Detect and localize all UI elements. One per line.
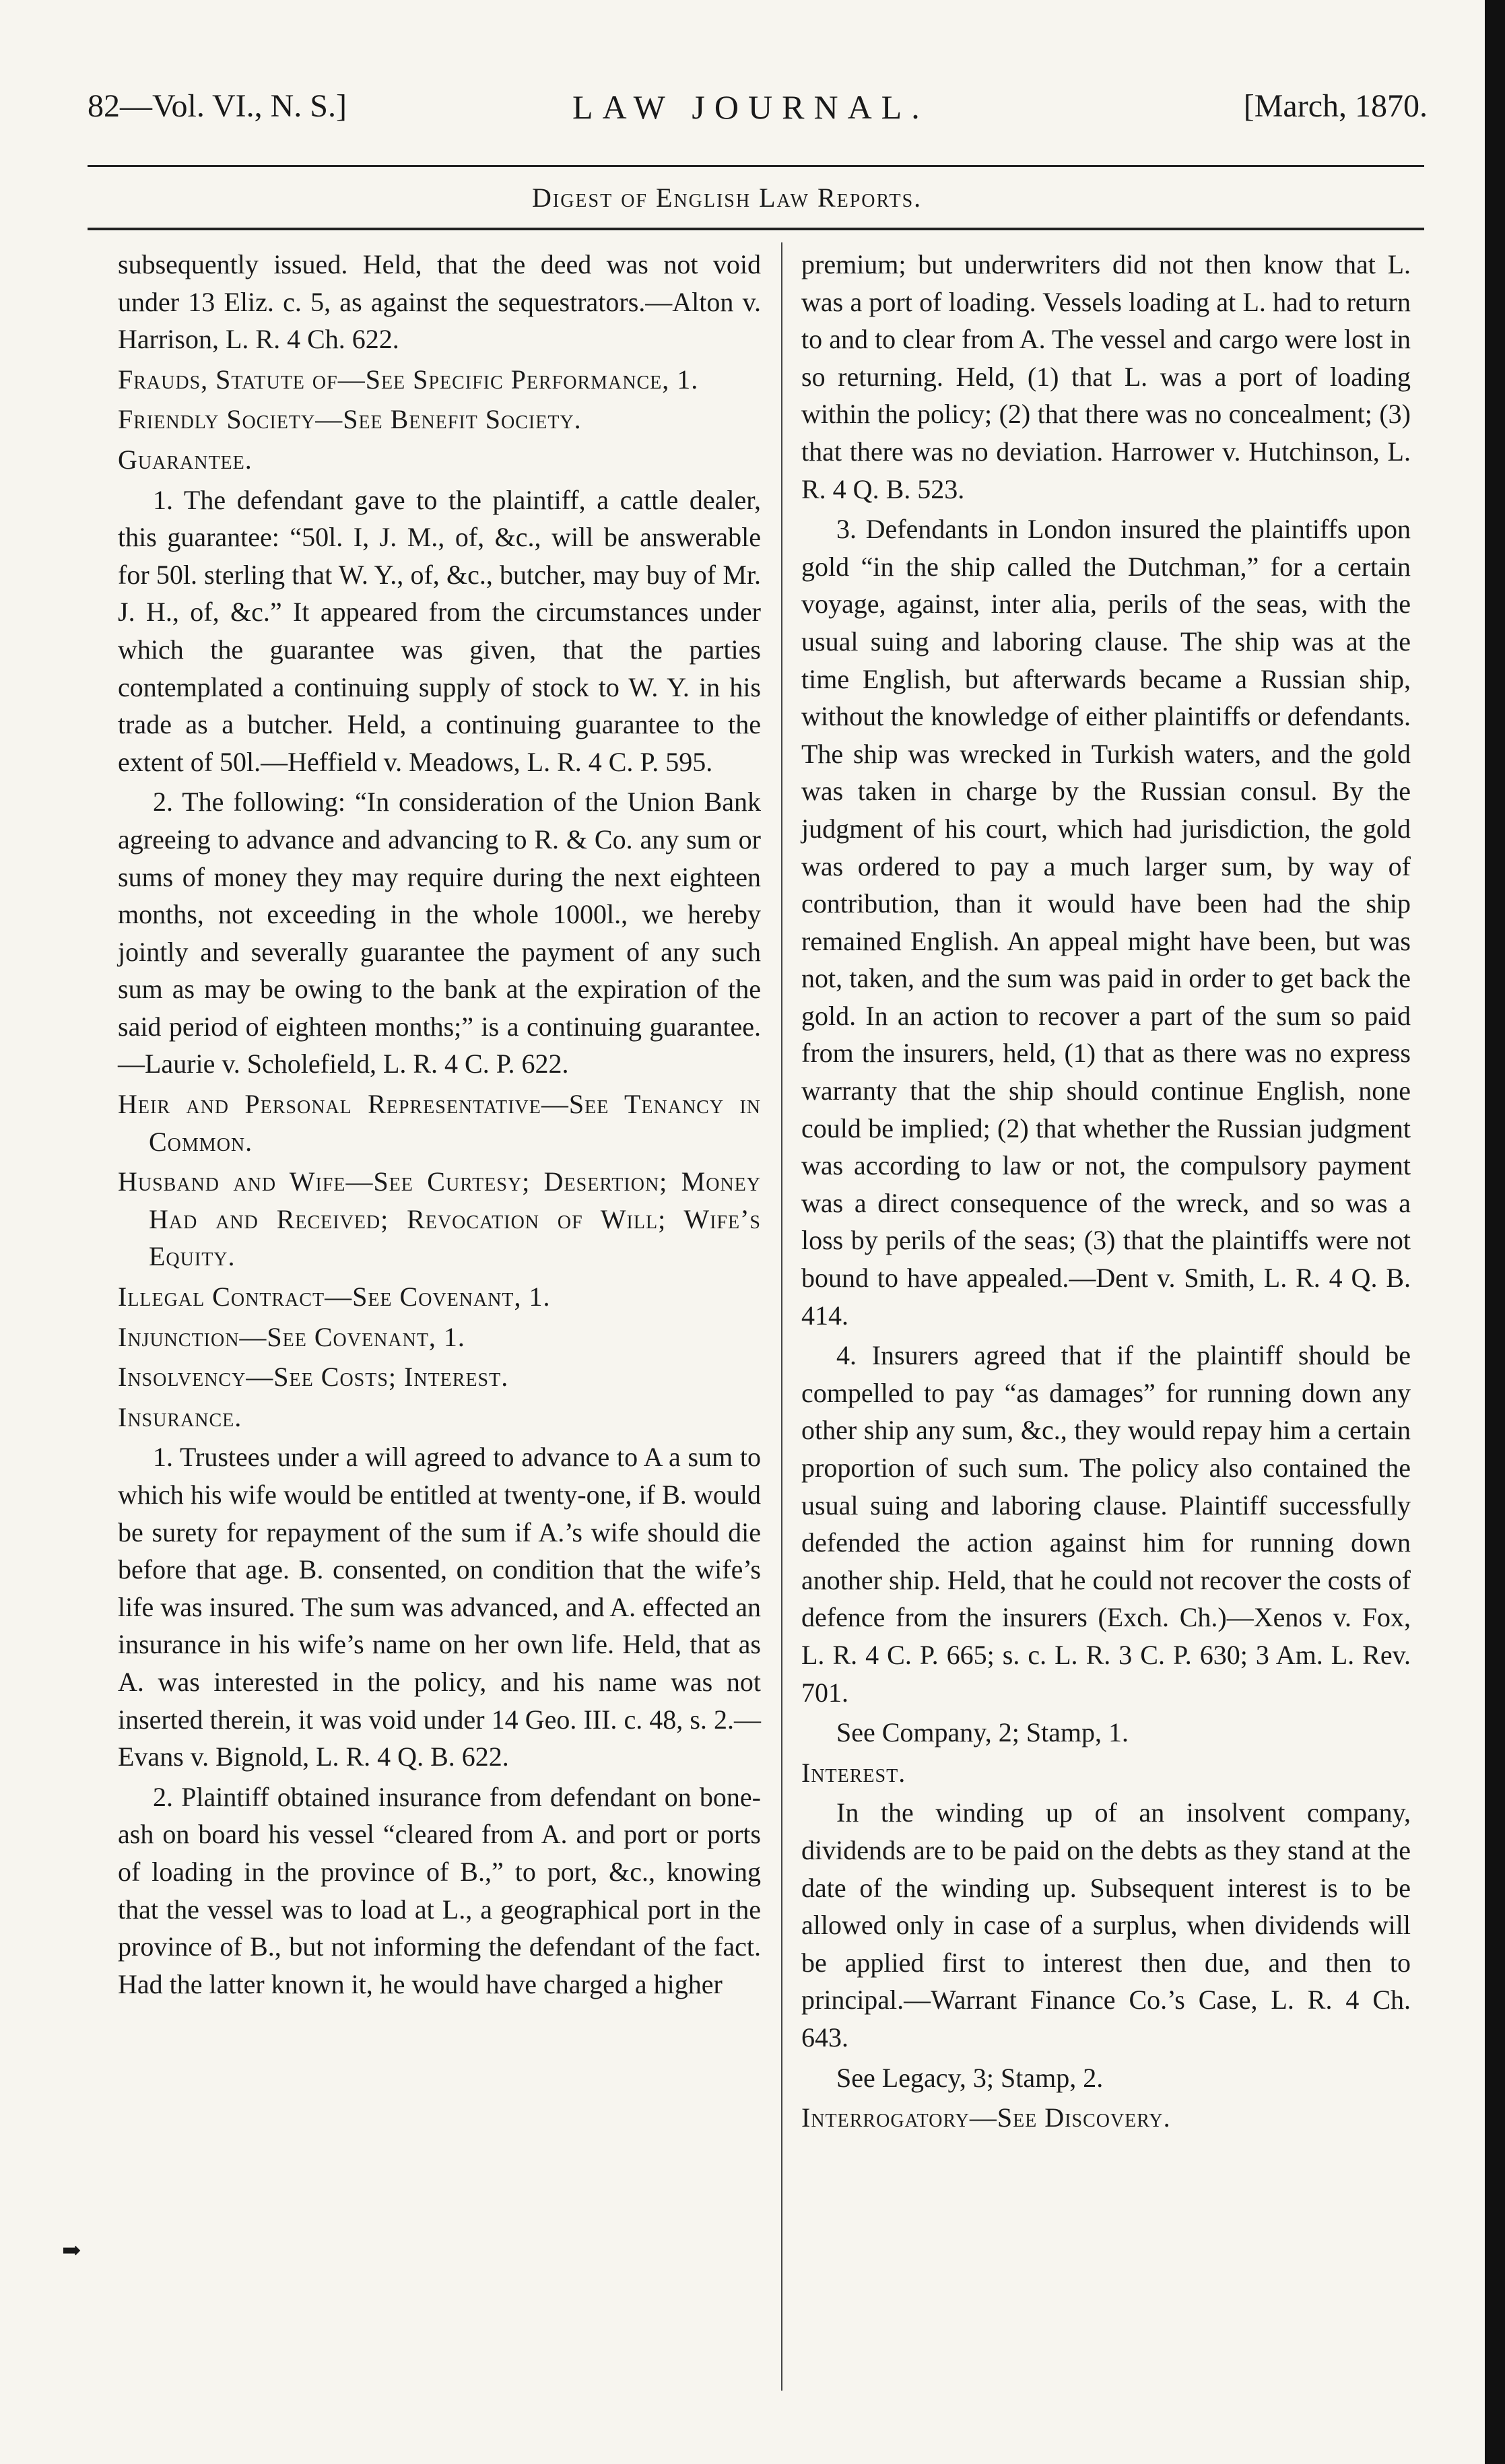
running-header — [88, 88, 1428, 148]
paragraph: 2. Plaintiff obtained insurance from defendant on bone-ash on board his vessel “cleared from A. and port or ports of loading in the province of B.,” to port, &c., knowing that the vessel was to load at L., a geographical port in the province of B., but not informing the defendant of the fact. Had the latter known it, he would have charged a higher — [118, 1781, 761, 1999]
cross-reference: See Company, 2; Stamp, 1. — [836, 1717, 1129, 1748]
column-divider — [781, 242, 782, 2391]
margin-pointer-icon: ➡ — [62, 2238, 81, 2263]
cross-reference: See Legacy, 3; Stamp, 2. — [836, 2062, 1104, 2093]
paragraph: premium; but underwriters did not then know that L. was a port of loading. Vessels loading at L. had to return to and to clear from A. The vessel and cargo were lost in so returning. Held, (1) that L. was a port of loading within the policy; (2) that there was no concealment; (3) that there was no deviation. Harrower v. Hutchinson, L. R. 4 Q. B. 523. — [801, 249, 1411, 504]
digest-heading: Frauds, Statute of—See Specific Performance, 1. — [118, 364, 699, 395]
issue-date: [March, 1870. — [1243, 88, 1428, 124]
digest-heading: Injunction—See Covenant, 1. — [118, 1321, 465, 1352]
digest-heading: Husband and Wife—See Curtesy; Desertion; Money Had and Received; Revocation of Will; Wife’s Equity. — [118, 1166, 761, 1272]
digest-heading: Heir and Personal Representative—See Tenancy in Common. — [118, 1089, 761, 1157]
section-title: Digest of English Law Reports. — [532, 182, 923, 213]
paragraph: 2. The following: “In consideration of the Union Bank agreeing to advance and advancing to R. & Co. any sum or sums of money they may require during the next eighteen months, not exceeding in the whole 1000l., we hereby jointly and severally guarantee the payment of any such sum as may be owing to the bank at the expiration of the said period of eighteen months;” is a continuing guarantee.—Laurie v. Scholefield, L. R. 4 C. P. 622. — [118, 787, 761, 1079]
paragraph: 1. Trustees under a will agreed to advance to A a sum to which his wife would be entitled at twenty-one, if B. would be surety for repayment of the sum if A.’s wife should die before that age. B. consented, on condition that the wife’s life was insured. The sum was advanced, and A. effected an insurance in his wife’s name on her own life. Held, that as A. was interested in the policy, and his name was not inserted therein, it was void under 14 Geo. III. c. 48, s. 2.—Evans v. Bignold, L. R. 4 Q. B. 622. — [118, 1442, 761, 1772]
digest-heading: Interest. — [801, 1757, 906, 1788]
left-column — [118, 246, 761, 2005]
paragraph: 4. Insurers agreed that if the plaintiff should be compelled to pay “as damages” for running down any other ship any sum, &c., they would repay him a certain proportion of such sum. The policy also contained the usual suing and laboring clause. Plaintiff successfully defended the action against him for running down another ship. Held, that he could not recover the costs of defence from the insurers (Exch. Ch.)—Xenos v. Fox, L. R. 4 C. P. 665; s. c. L. R. 3 C. P. 630; 3 Am. L. Rev. 701. — [801, 1340, 1411, 1708]
digest-heading: Insolvency—See Costs; Interest. — [118, 1362, 509, 1393]
volume-label: 82—Vol. VI., N. S.] — [88, 88, 347, 124]
section-rule — [88, 228, 1424, 230]
digest-heading: Guarantee. — [118, 444, 253, 475]
header-rule — [88, 165, 1424, 167]
digest-heading: Friendly Society—See Benefit Society. — [118, 404, 582, 435]
paragraph: In the winding up of an insolvent company, dividends are to be paid on the debts as they stand at the date of the winding up. Subsequent interest is to be allowed only in case of a surplus, when dividends will be applied first to interest then due, and then to principal.—Warrant Finance Co.’s Case, L. R. 4 Ch. 643. — [801, 1797, 1411, 2053]
right-column — [801, 246, 1411, 2139]
digest-heading: Illegal Contract—See Covenant, 1. — [118, 1281, 551, 1312]
page-edge-shadow — [1485, 0, 1505, 2464]
paragraph: subsequently issued. Held, that the deed was not void under 13 Eliz. c. 5, as against the sequestrators.—Alton v. Harrison, L. R. 4 Ch. 622. — [118, 249, 761, 355]
journal-title: LAW JOURNAL. — [572, 88, 929, 126]
paragraph: 1. The defendant gave to the plaintiff, a cattle dealer, this guarantee: “50l. I, J. M., of, &c., will be answerable for 50l. sterling that W. Y., of, &c., butcher, may buy of Mr. J. H., of, &c.” It appeared from the circumstances under which the guarantee was given, that the parties contemplated a continuing supply of stock to W. Y. in his trade as a butcher. Held, a continuing guarantee to the extent of 50l.—Heffield v. Meadows, L. R. 4 C. P. 595. — [118, 484, 761, 777]
digest-heading: Interrogatory—See Discovery. — [801, 2102, 1171, 2133]
paragraph: 3. Defendants in London insured the plaintiffs upon gold “in the ship called the Dutchman,” for a certain voyage, against, inter alia, perils of the seas, with the usual suing and laboring clause. The ship was at the time English, but afterwards became a Russian ship, without the knowledge of either plaintiffs or defendants. The ship was wrecked in Turkish waters, and the gold was taken in charge by the Russian consul. By the judgment of his court, which had jurisdiction, the gold was ordered to pay a much larger sum, by way of contribution, than it would have been had the ship remained English. An appeal might have been, but was not, taken, and the sum was paid in order to get back the gold. In an action to recover a part of the sum so paid from the insurers, held, (1) that as there was no express warranty that the ship should continue English, none could be implied; (2) that whether the Russian judgment was according to law or not, the compulsory payment was a direct consequence of the wreck, and so was a loss by perils of the seas; (3) that the plaintiffs were not bound to have appealed.—Dent v. Smith, L. R. 4 Q. B. 414. — [801, 514, 1411, 1331]
digest-heading: Insurance. — [118, 1401, 242, 1432]
